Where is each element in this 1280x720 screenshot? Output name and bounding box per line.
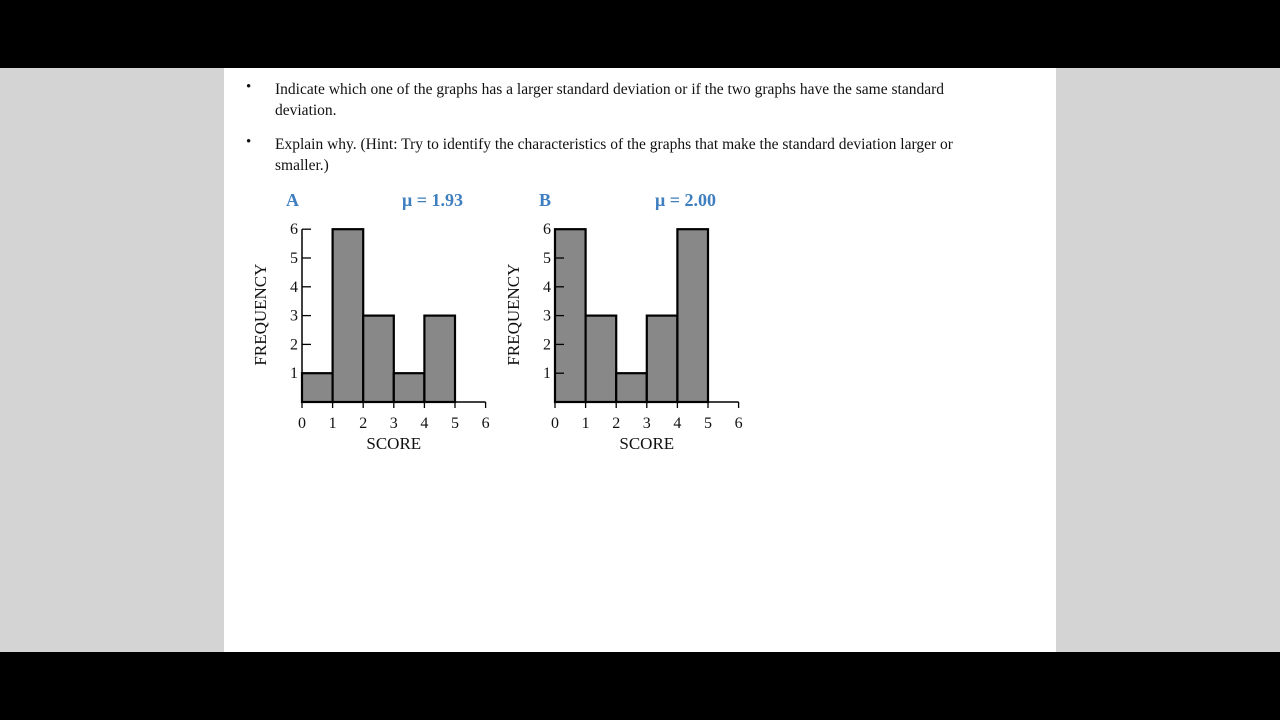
x-tick-label: 3 bbox=[389, 415, 398, 432]
x-tick-label: 6 bbox=[734, 415, 743, 432]
y-tick-label: 3 bbox=[290, 307, 298, 325]
x-tick-label: 2 bbox=[612, 415, 621, 432]
x-tick-label: 5 bbox=[451, 415, 459, 432]
bullet: • bbox=[246, 134, 252, 150]
histogram-bar bbox=[394, 373, 425, 402]
bullet: • bbox=[246, 79, 252, 95]
y-tick-label: 5 bbox=[543, 250, 551, 267]
mean-label: μ = 1.93 bbox=[402, 190, 463, 210]
histogram-bar bbox=[586, 316, 617, 402]
x-tick-label: 1 bbox=[581, 415, 590, 432]
instruction-2: Explain why. (Hint: Try to identify the characteristics of the graphs that make the standard deviation larger or smaller.) bbox=[275, 136, 953, 174]
histogram-bar bbox=[302, 373, 333, 402]
x-tick-label: 2 bbox=[359, 415, 368, 432]
chart-title: A bbox=[286, 190, 299, 210]
right-margin bbox=[1056, 68, 1280, 652]
x-tick-label: 0 bbox=[551, 415, 559, 432]
y-axis-label: FREQUENCY bbox=[504, 263, 523, 366]
histogram-bar bbox=[333, 229, 364, 402]
left-margin bbox=[0, 68, 224, 652]
instruction-1: Indicate which one of the graphs has a larger standard deviation or if the two graphs have the same standard deviation. bbox=[275, 81, 944, 119]
y-tick-label: 3 bbox=[543, 307, 551, 325]
y-tick-label: 6 bbox=[290, 221, 298, 239]
y-tick-label: 6 bbox=[543, 221, 551, 239]
y-axis-label: FREQUENCY bbox=[251, 263, 270, 366]
y-tick-label: 1 bbox=[543, 365, 551, 383]
y-tick-label: 2 bbox=[290, 336, 298, 354]
document-page bbox=[224, 68, 1056, 652]
chart-title: B bbox=[539, 190, 552, 210]
x-tick-label: 4 bbox=[420, 415, 429, 432]
y-tick-label: 4 bbox=[290, 278, 298, 296]
histogram-bar bbox=[677, 229, 708, 402]
x-tick-label: 3 bbox=[642, 415, 651, 432]
x-axis-label: SCORE bbox=[619, 434, 675, 453]
x-axis-label: SCORE bbox=[366, 434, 422, 453]
x-tick-label: 6 bbox=[481, 415, 490, 432]
y-tick-label: 4 bbox=[543, 278, 551, 296]
x-tick-label: 5 bbox=[704, 415, 712, 432]
y-tick-label: 5 bbox=[290, 250, 298, 267]
histogram-bar bbox=[647, 316, 678, 402]
mean-label: μ = 2.00 bbox=[655, 190, 716, 210]
x-tick-label: 4 bbox=[673, 415, 682, 432]
histograms bbox=[224, 68, 1056, 652]
histogram-bar bbox=[424, 316, 455, 402]
x-tick-label: 1 bbox=[328, 415, 337, 432]
histogram-bar bbox=[363, 316, 394, 402]
histogram-bar bbox=[616, 373, 647, 402]
y-tick-label: 2 bbox=[543, 336, 551, 354]
y-tick-label: 1 bbox=[290, 365, 298, 383]
x-tick-label: 0 bbox=[298, 415, 306, 432]
